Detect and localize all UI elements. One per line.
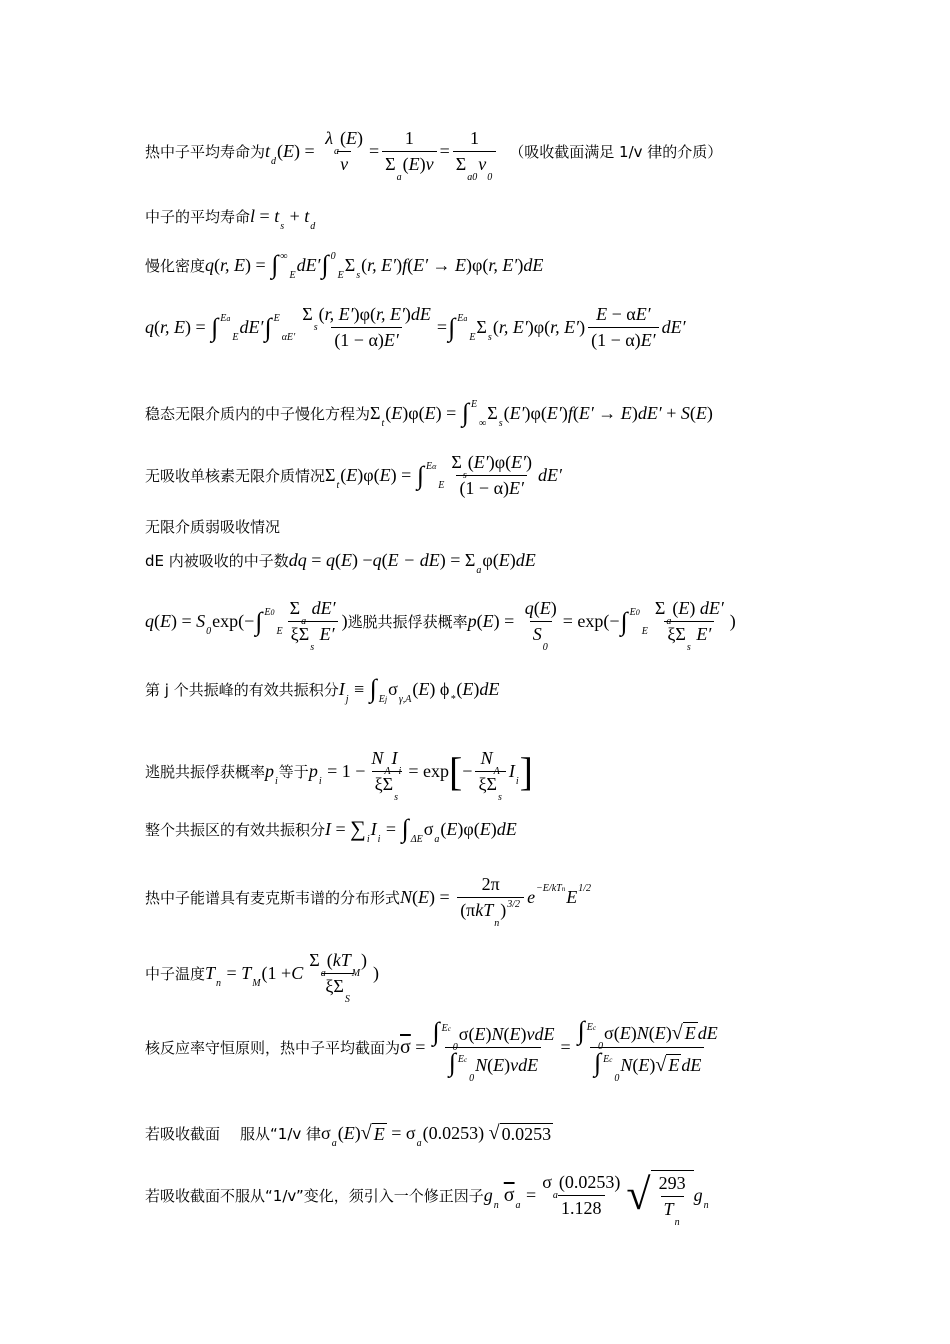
equation-correction-factor [145, 1170, 710, 1228]
text-note-1v: （吸收截面满足 1/v 律的介质） [509, 143, 723, 161]
formula-q: q ( r, E ) = ∫ ∞ E dE′ ∫ 0 E Σ s ( r, E′ ) f ( E′ → E )φ( r, E′ ) dE [205, 250, 544, 281]
formula-q2: q ( r, E ) = ∫ Ea E dE′ ∫ E αE′ $\frac{\Sigma_s(r, E')\varphi(r, E')dE}{(1 - \alpha)E'}$ = ∫ Ea E Σ s ( r, E′ )φ( r, E′ ) $\frac{E - \alpha E'}{(1 - \alpha)E'}$ dE′ [145, 304, 686, 350]
equation-neutron-temperature [145, 950, 380, 1005]
equation-total-integral [145, 814, 517, 845]
text-average-cross-section: 核反应率守恒原则，热中子平均截面为 [145, 1039, 401, 1057]
formula-slowing: Σ t ( E )φ( E ) = ∫ E ∞ Σ s ( E′ )φ( E′ ) f ( E′ → E ) dE′ + S ( E ) [370, 398, 713, 429]
formula-pE: p ( E ) = $\frac{q(E)}{S_0}$ = exp(− ∫ E0 E $\frac{\Sigma_a(E) dE'}{\xi\Sigma_s E'}$ ) [467, 598, 736, 653]
factor-value: 1.128 [558, 1195, 605, 1219]
energy-value: 0.0253 [428, 1123, 479, 1143]
text-resonance-escape: 逃脱共振俘获概率 [347, 613, 468, 631]
formula-sigma-bar: $\overline{\sigma}$ = $\frac{\int ^{Ec}_0\sigma(E)N(E)vdE}{\int ^{Ec}_0N(E)vdE}$ = $\frac{\int ^{Ec}_0\sigma(E)N(E)√ E dE}{\int ^{Ec}_0N(E)√ E dE}$ [400, 1016, 718, 1084]
text-maxwell: 热中子能谱具有麦克斯韦谱的分布形式 [145, 889, 401, 907]
formula-gn: g n $\overline{\sigma}$ a = $\frac{\sigma_a(0.0253)}{1.128}$ √ $\frac{293}{T_n}$ g n [483, 1170, 709, 1228]
formula-dq: dq = q ( E ) − q ( E − dE ) = Σ a φ( E ) dE [288, 550, 536, 576]
formula-td: t d ( E ) = $\frac{\lambda_a(E)}{v}$ = $\frac{1}{\Sigma_a(E)v}$ = $\frac{1}{\Sigma_{a0}v_0}$ [265, 128, 499, 175]
equation-slowing-density-2 [145, 304, 686, 351]
equation-maxwell [145, 874, 592, 929]
text-correction-factor: 若吸收截面不服从“1/v”变化，须引入一个修正因子 [145, 1186, 484, 1205]
text-1v-law-a: 若吸收截面 [145, 1125, 221, 1143]
text-equals: 等于 [278, 763, 309, 781]
formula-pi-value: p i = 1 − $\frac{N_AI_i}{\xi\Sigma_s}$ = exp [ − $\frac{N_A}{\xi\Sigma_s}$ I i ] [308, 748, 533, 803]
energy-root: 0.0253 [501, 1123, 552, 1144]
text-weak-absorption: 无限介质弱吸收情况 [145, 518, 281, 536]
equation-neutron-lifetime [145, 206, 316, 232]
equation-resonance-escape [145, 598, 736, 653]
formula-Tn: T n = T M (1 + C $\frac{\Sigma_a(kT_M)}{\xi\Sigma_S}$ ) [205, 950, 380, 1005]
equation-average-cross-section [145, 1016, 724, 1084]
formula-qE: q ( E ) = S 0 exp(− ∫ E0 E $\frac{\Sigma_a dE'}{\xi\Sigma_s E'}$ ) [145, 598, 348, 653]
formula-1v-law: σ a ( E ) √ E = σ a (0.0253) √ 0.0253 [321, 1122, 552, 1149]
equation-1v-law [145, 1122, 553, 1149]
text-1v-law-b: 服从“1/v 律 [240, 1125, 322, 1143]
formula-NE: N ( E ) = $\frac{2\pi}{(\pi kT_n)^{3/2}}$ e −E/kTn E 1/2 [400, 874, 591, 929]
text-resonance-escape-pi: 逃脱共振俘获概率 [145, 763, 266, 781]
text-total-integral: 整个共振区的有效共振积分 [145, 820, 326, 839]
heading-weak-absorption [145, 516, 280, 537]
text-no-absorption: 无吸收单核素无限介质情况 [145, 467, 326, 485]
formula-l: l = t s + t d [250, 206, 316, 232]
temp-value: 293 [658, 1173, 686, 1193]
equation-slowing-equation [145, 398, 713, 429]
equation-absorbed-neutrons [145, 550, 536, 576]
equation-effective-integral-j [145, 674, 500, 705]
energy-value-2: 0.0253 [564, 1171, 615, 1192]
text-slowing-density: 慢化密度 [145, 256, 206, 275]
text-thermal-lifetime: 热中子平均寿命为 [145, 143, 266, 161]
formula-pi: p i [265, 761, 278, 787]
text-absorbed-neutrons: dE 内被吸收的中子数 [145, 552, 289, 570]
text-slowing-equation: 稳态无限介质内的中子慢化方程为 [145, 404, 371, 423]
text-neutron-temperature: 中子温度 [145, 965, 206, 983]
formula-no-absorption: Σ t ( E )φ( E ) = ∫ Eα E $\frac{\Sigma_s(E')\varphi(E')}{(1 - \alpha)E'}$ dE′ [325, 452, 562, 498]
equation-thermal-lifetime [145, 128, 723, 183]
formula-Ij: I j ≡ ∫ Ej σ γ,A ( E ) ϕ * ( E ) dE [338, 674, 500, 705]
equation-slowing-density [145, 250, 544, 281]
text-neutron-lifetime: 中子的平均寿命 [145, 208, 251, 226]
equation-resonance-escape-pi [145, 748, 533, 803]
text-effective-integral-j: 第 j 个共振峰的有效共振积分 [145, 680, 339, 699]
formula-I: I = ∑ i I i = ∫ ΔE σ a ( E )φ( E ) dE [325, 814, 517, 845]
equation-no-absorption [145, 452, 562, 499]
